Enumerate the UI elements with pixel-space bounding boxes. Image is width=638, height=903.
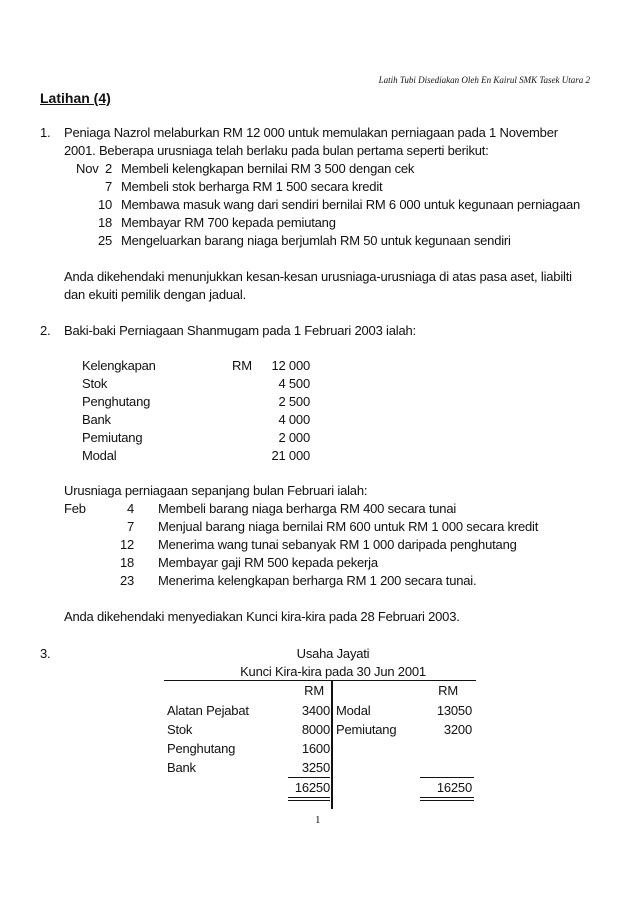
q1-month: Nov [76,161,99,176]
q1-item-day: 10 [97,197,112,212]
q3-liability-value: 3200 [443,722,472,737]
q2-balance-label: Pemiutang [82,430,143,445]
q1-item-day: 2 [104,161,112,176]
q2-balance-value: 2 000 [278,430,310,445]
q2-item-text: Menjual barang niaga bernilai RM 600 untuk RM 1 000 secara kredit [158,519,539,534]
q2-item-day: 23 [119,573,134,588]
q3-total-double-rule-left-1 [288,797,330,798]
q1-item-text: Mengeluarkan barang niaga berjumlah RM 50 untuk kegunaan sendiri [121,233,511,248]
q1-item-day: 7 [104,179,112,194]
q2-month: Feb [64,501,86,516]
q3-table-divider [331,680,333,809]
q3-asset-value: 3400 [301,703,330,718]
q3-asset-value: 1600 [301,741,330,756]
q3-subtotal-rule-left [288,777,330,778]
q3-subtotal-rule-right [420,777,474,778]
q2-balance-value: 2 500 [278,394,310,409]
q3-number: 3. [40,646,51,661]
q2-balance-label: Bank [82,412,111,427]
q3-total-right: 16250 [436,780,472,795]
exercise-title: Latihan (4) [40,90,111,106]
q3-table-top-rule [164,680,476,681]
q3-total-double-rule-left-2 [288,800,330,801]
q3-asset-label: Stok [167,722,193,737]
q3-liability-label: Modal [336,703,371,718]
q3-currency-left: RM [304,683,324,698]
q3-total-double-rule-right-1 [420,797,474,798]
q2-balance-label: Penghutang [82,394,151,409]
q1-intro-line1: Peniaga Nazrol melaburkan RM 12 000 untuk memulakan perniagaan pada 1 November [64,125,558,140]
q2-intro: Baki-baki Perniagaan Shanmugam pada 1 Februari 2003 ialah: [64,323,416,338]
q2-transactions-intro: Urusniaga perniagaan sepanjang bulan Februari ialah: [64,483,368,498]
q3-liability-label: Pemiutang [336,722,397,737]
q2-item-text: Menerima wang tunai sebanyak RM 1 000 daripada penghutang [158,537,517,552]
q2-balance-value: 12 000 [271,358,310,373]
q2-balance-label: Kelengkapan [82,358,156,373]
q1-intro-line2: 2001. Beberapa urusniaga telah berlaku pada bulan pertama seperti berikut: [64,143,489,158]
q2-item-day: 4 [126,501,134,516]
q1-item-text: Membeli stok berharga RM 1 500 secara kredit [121,179,383,194]
q1-item-day: 25 [97,233,112,248]
q2-balance-label: Modal [82,448,117,463]
q3-statement-title: Kunci Kira-kira pada 30 Jun 2001 [240,664,426,679]
q2-item-day: 7 [126,519,134,534]
q3-total-double-rule-right-2 [420,800,474,801]
q2-balance-value: 21 000 [271,448,310,463]
q2-item-text: Menerima kelengkapan berharga RM 1 200 secara tunai. [158,573,477,588]
q2-item-text: Membeli barang niaga berharga RM 400 secara tunai [158,501,457,516]
q3-asset-label: Bank [167,760,196,775]
q2-balance-value: 4 500 [278,376,310,391]
page-header: Latih Tubi Disediakan Oleh En Kairul SMK Tasek Utara 2 [378,75,590,85]
q2-number: 2. [40,323,51,338]
q2-item-day: 12 [119,537,134,552]
q3-asset-label: Penghutang [167,741,236,756]
q3-liability-value: 13050 [436,703,472,718]
page-number: 1 [315,814,321,826]
q3-currency-right: RM [438,683,458,698]
q3-asset-value: 8000 [301,722,330,737]
q2-item-text: Membayar gaji RM 500 kepada pekerja [158,555,378,570]
q2-item-day: 18 [119,555,134,570]
q1-number: 1. [40,125,51,140]
q1-task-line2: dan ekuiti pemilik dengan jadual. [64,287,247,302]
q1-item-text: Membawa masuk wang dari sendiri bernilai RM 6 000 untuk kegunaan perniagaan [121,197,581,212]
q2-balance-value: 4 000 [278,412,310,427]
q3-total-left: 16250 [294,780,330,795]
q2-currency-label: RM [232,358,252,373]
q3-asset-value: 3250 [301,760,330,775]
q1-item-text: Membeli kelengkapan bernilai RM 3 500 dengan cek [121,161,415,176]
q2-task: Anda dikehendaki menyediakan Kunci kira-kira pada 28 Februari 2003. [64,609,460,624]
q1-task-line1: Anda dikehendaki menunjukkan kesan-kesan urusniaga-urusniaga di atas pasa aset, liabilti [64,269,572,284]
q1-item-text: Membayar RM 700 kepada pemiutang [121,215,336,230]
q3-asset-label: Alatan Pejabat [167,703,249,718]
q1-item-day: 18 [97,215,112,230]
q2-balance-label: Stok [82,376,108,391]
q3-company-name: Usaha Jayati [296,646,370,661]
